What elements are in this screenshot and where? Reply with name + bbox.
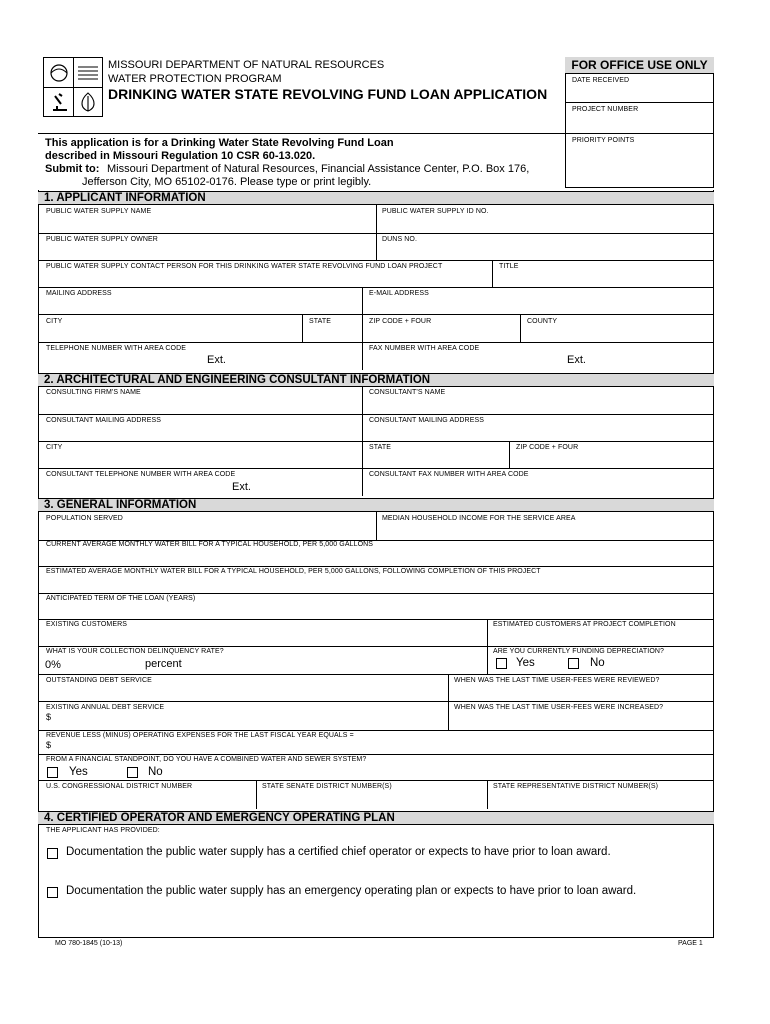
senate-district-field[interactable]: STATE SENATE DISTRICT NUMBER(S) xyxy=(262,783,392,790)
consultant-state-field[interactable]: STATE xyxy=(369,444,392,451)
certified-operator-label: Documentation the public water supply has a certified chief operator or expects to have prior to loan award. xyxy=(66,846,611,858)
depreciation-yes-label: Yes xyxy=(516,657,535,669)
consultant-mailing-field[interactable]: CONSULTANT MAILING ADDRESS xyxy=(46,417,162,424)
form-number: MO 780-1845 (10-13) xyxy=(55,940,123,947)
consultant-city-field[interactable]: CITY xyxy=(46,444,63,451)
consultant-zip-field[interactable]: ZIP CODE + FOUR xyxy=(516,444,579,451)
median-income-field[interactable]: MEDIAN HOUSEHOLD INCOME FOR THE SERVICE AREA xyxy=(382,515,576,522)
consultant-phone-field[interactable]: CONSULTANT TELEPHONE NUMBER WITH AREA CODE xyxy=(46,471,236,478)
state-field[interactable]: STATE xyxy=(309,318,332,325)
pws-name-field[interactable]: PUBLIC WATER SUPPLY NAME xyxy=(46,208,152,215)
date-received-label: DATE RECEIVED xyxy=(572,77,630,84)
combined-yes-checkbox[interactable] xyxy=(47,767,58,778)
delinquency-rate-field[interactable]: WHAT IS YOUR COLLECTION DELINQUENCY RATE? xyxy=(46,648,224,655)
submit-label: Submit to: xyxy=(45,163,100,175)
intro-line-2: described in Missouri Regulation 10 CSR 60-13.020. xyxy=(45,150,316,162)
delinquency-rate-unit: percent xyxy=(145,658,182,670)
loan-term-field[interactable]: ANTICIPATED TERM OF THE LOAN (YEARS) xyxy=(46,595,196,602)
page-title: DRINKING WATER STATE REVOLVING FUND LOAN APPLICATION xyxy=(108,86,548,102)
page-number: PAGE 1 xyxy=(678,940,703,947)
combined-no-checkbox[interactable] xyxy=(127,767,138,778)
outstanding-debt-field[interactable]: OUTSTANDING DEBT SERVICE xyxy=(46,677,152,684)
fees-increased-field[interactable]: WHEN WAS THE LAST TIME USER-FEES WERE INCREASED? xyxy=(454,704,664,711)
pws-id-field[interactable]: PUBLIC WATER SUPPLY ID NO. xyxy=(382,208,489,215)
city-field[interactable]: CITY xyxy=(46,318,63,325)
submit-address-1: Missouri Department of Natural Resources, Financial Assistance Center, P.O. Box 176, xyxy=(107,163,530,175)
revenue-value: $ xyxy=(46,740,52,750)
email-field[interactable]: E-MAIL ADDRESS xyxy=(369,290,429,297)
depreciation-no-checkbox[interactable] xyxy=(568,658,579,669)
submit-address-2: Jefferson City, MO 65102-0176. Please type or print legibly. xyxy=(82,176,372,188)
delinquency-rate-value: 0% xyxy=(45,659,61,671)
county-field[interactable]: COUNTY xyxy=(527,318,558,325)
agency-name: MISSOURI DEPARTMENT OF NATURAL RESOURCES xyxy=(108,59,385,71)
section-4-header: 4. CERTIFIED OPERATOR AND EMERGENCY OPERATING PLAN xyxy=(38,811,714,825)
telephone-ext: Ext. xyxy=(207,354,226,366)
mailing-address-field[interactable]: MAILING ADDRESS xyxy=(46,290,112,297)
estimated-customers-field[interactable]: ESTIMATED CUSTOMERS AT PROJECT COMPLETION xyxy=(493,621,676,628)
section-1-header: 1. APPLICANT INFORMATION xyxy=(38,191,714,205)
congressional-district-field[interactable]: U.S. CONGRESSIONAL DISTRICT NUMBER xyxy=(46,783,193,790)
annual-debt-field[interactable]: EXISTING ANNUAL DEBT SERVICE xyxy=(46,704,165,711)
estimated-bill-field[interactable]: ESTIMATED AVERAGE MONTHLY WATER BILL FOR A TYPICAL HOUSEHOLD, PER 5,000 GALLONS, FOLLOWING COMPLETION OF THIS PROJECT xyxy=(46,568,541,575)
zip-field[interactable]: ZIP CODE + FOUR xyxy=(369,318,432,325)
priority-points-label: PRIORITY POINTS xyxy=(572,137,635,144)
depreciation-no-label: No xyxy=(590,657,605,669)
leaf-icon xyxy=(76,90,100,114)
existing-customers-field[interactable]: EXISTING CUSTOMERS xyxy=(46,621,128,628)
consultant-fax-field[interactable]: CONSULTANT FAX NUMBER WITH AREA CODE xyxy=(369,471,529,478)
combined-yes-label: Yes xyxy=(69,766,88,778)
section-3-header: 3. GENERAL INFORMATION xyxy=(38,498,714,512)
emergency-plan-label: Documentation the public water supply has an emergency operating plan or expects to have prior to loan award. xyxy=(66,885,637,897)
emergency-plan-checkbox[interactable] xyxy=(47,887,58,898)
representative-district-field[interactable]: STATE REPRESENTATIVE DISTRICT NUMBER(S) xyxy=(493,783,659,790)
microscope-icon xyxy=(47,90,71,114)
wave-lines-icon xyxy=(76,62,100,84)
combined-no-label: No xyxy=(148,766,163,778)
department-logo xyxy=(43,57,103,117)
water-drop-icon xyxy=(47,61,71,85)
depreciation-question: ARE YOU CURRENTLY FUNDING DEPRECIATION? xyxy=(493,648,665,655)
fees-reviewed-field[interactable]: WHEN WAS THE LAST TIME USER-FEES WERE REVIEWED? xyxy=(454,677,660,684)
certified-operator-checkbox[interactable] xyxy=(47,848,58,859)
fax-field[interactable]: FAX NUMBER WITH AREA CODE xyxy=(369,345,480,352)
contact-title-field[interactable]: TITLE xyxy=(499,263,519,270)
project-number-label: PROJECT NUMBER xyxy=(572,106,639,113)
contact-person-field[interactable]: PUBLIC WATER SUPPLY CONTACT PERSON FOR THIS DRINKING WATER STATE REVOLVING FUND LOAN PROJECT xyxy=(46,263,443,270)
telephone-field[interactable]: TELEPHONE NUMBER WITH AREA CODE xyxy=(46,345,187,352)
annual-debt-value: $ xyxy=(46,712,52,722)
consultant-name-field[interactable]: CONSULTANT'S NAME xyxy=(369,389,446,396)
intro-line-1: This application is for a Drinking Water State Revolving Fund Loan xyxy=(45,137,394,149)
office-use-title: FOR OFFICE USE ONLY xyxy=(565,57,714,74)
population-served-field[interactable]: POPULATION SERVED xyxy=(46,515,123,522)
applicant-provided-label: THE APPLICANT HAS PROVIDED: xyxy=(46,827,160,834)
consultant-mailing-field-2[interactable]: CONSULTANT MAILING ADDRESS xyxy=(369,417,485,424)
program-name: WATER PROTECTION PROGRAM xyxy=(108,73,282,85)
current-bill-field[interactable]: CURRENT AVERAGE MONTHLY WATER BILL FOR A TYPICAL HOUSEHOLD, PER 5,000 GALLONS xyxy=(46,541,374,548)
fax-ext: Ext. xyxy=(567,354,586,366)
consultant-phone-ext: Ext. xyxy=(232,481,251,493)
duns-field[interactable]: DUNS NO. xyxy=(382,236,418,243)
combined-system-question: FROM A FINANCIAL STANDPOINT, DO YOU HAVE A COMBINED WATER AND SEWER SYSTEM? xyxy=(46,756,367,763)
revenue-field[interactable]: REVENUE LESS (MINUS) OPERATING EXPENSES FOR THE LAST FISCAL YEAR EQUALS = xyxy=(46,732,354,739)
pws-owner-field[interactable]: PUBLIC WATER SUPPLY OWNER xyxy=(46,236,158,243)
section-2-header: 2. ARCHITECTURAL AND ENGINEERING CONSULTANT INFORMATION xyxy=(38,373,714,387)
depreciation-yes-checkbox[interactable] xyxy=(496,658,507,669)
consulting-firm-field[interactable]: CONSULTING FIRM'S NAME xyxy=(46,389,141,396)
